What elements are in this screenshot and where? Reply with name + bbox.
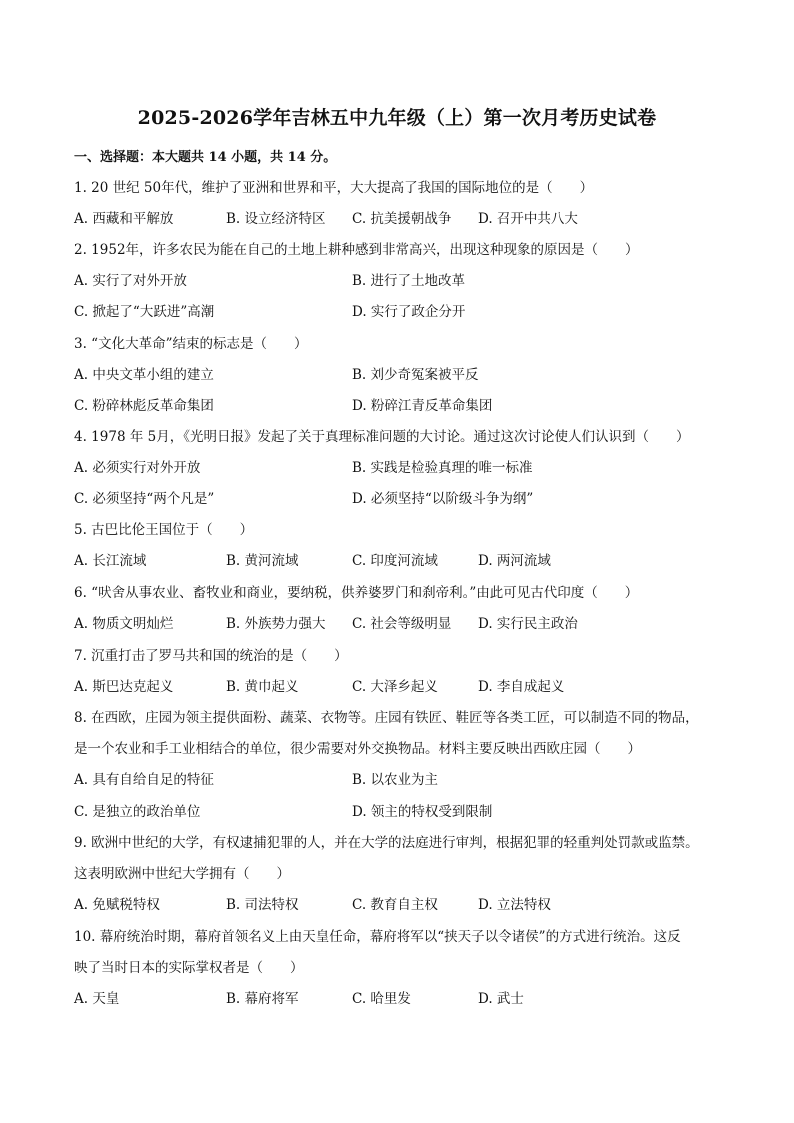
question-9-option-d: D. 立法特权 (478, 897, 551, 913)
question-5-option-c: C. 印度河流域 (352, 553, 438, 569)
section-heading: 一、选择题：本大题共 14 小题，共 14 分。 (74, 150, 337, 165)
question-1-option-b: B. 设立经济特区 (226, 211, 326, 227)
question-10-option-a: A. 天皇 (74, 991, 120, 1007)
question-6-option-b: B. 外族势力强大 (226, 616, 326, 632)
question-10-option-d: D. 武士 (478, 991, 524, 1007)
question-2-option-a: A. 实行了对外开放 (74, 273, 187, 289)
question-5-text: 5. 古巴比伦王国位于（ ） (74, 522, 254, 538)
question-4-option-a: A. 必须实行对外开放 (74, 460, 201, 476)
question-3-option-b: B. 刘少奇冤案被平反 (352, 367, 479, 383)
question-5-option-b: B. 黄河流域 (226, 553, 299, 569)
question-2-text: 2. 1952年，许多农民为能在自己的土地上耕种感到非常高兴，出现这种现象的原因是（ ） (74, 242, 639, 258)
question-7-option-a: A. 斯巴达克起义 (74, 679, 174, 695)
question-6-option-c: C. 社会等级明显 (352, 616, 452, 632)
question-9-option-c: C. 教育自主权 (352, 897, 438, 913)
question-2-option-d: D. 实行了政企分开 (352, 304, 466, 320)
question-1-option-c: C. 抗美援朝战争 (352, 211, 452, 227)
question-5-option-a: A. 长江流域 (74, 553, 147, 569)
question-3-option-a: A. 中央文革小组的建立 (74, 367, 214, 383)
question-1-option-a: A. 西藏和平解放 (74, 211, 174, 227)
question-9-text-line-2: 这表明欧洲中世纪大学拥有（ ） (74, 866, 290, 882)
question-5-option-d: D. 两河流域 (478, 553, 551, 569)
question-9-option-b: B. 司法特权 (226, 897, 299, 913)
question-7-option-b: B. 黄巾起义 (226, 679, 299, 695)
exam-title: 2025-2026学年吉林五中九年级（上）第一次月考历史试卷 (137, 107, 657, 129)
question-8-option-b: B. 以农业为主 (352, 772, 439, 788)
question-3-text: 3. “文化大革命”结束的标志是（ ） (74, 336, 308, 352)
question-10-option-c: C. 哈里发 (352, 991, 411, 1007)
question-7-option-d: D. 李自成起义 (478, 679, 565, 695)
question-3-option-c: C. 粉碎林彪反革命集团 (74, 398, 214, 414)
question-8-option-c: C. 是独立的政治单位 (74, 804, 201, 820)
question-2-option-c: C. 掀起了“大跃进”高潮 (74, 304, 215, 320)
question-1-option-d: D. 召开中共八大 (478, 211, 578, 227)
question-4-option-d: D. 必须坚持“以阶级斗争为纲” (352, 491, 534, 507)
question-2-option-b: B. 进行了土地改革 (352, 273, 466, 289)
question-8-option-a: A. 具有自给自足的特征 (74, 772, 214, 788)
question-9-text-line-1: 9. 欧洲中世纪的大学，有权逮捕犯罪的人，并在大学的法庭进行审判，根据犯罪的轻重判处罚款或监禁。 (74, 835, 699, 851)
question-6-option-d: D. 实行民主政治 (478, 616, 578, 632)
question-8-option-d: D. 领主的特权受到限制 (352, 804, 493, 820)
question-6-text: 6. “吠舍从事农业、畜牧业和商业，要纳税，供养婆罗门和刹帝利。”由此可见古代印度（ ） (74, 585, 639, 601)
question-7-text: 7. 沉重打击了罗马共和国的统治的是（ ） (74, 648, 348, 664)
question-9-option-a: A. 免赋税特权 (74, 897, 160, 913)
question-10-option-b: B. 幕府将军 (226, 991, 299, 1007)
question-8-text-line-1: 8. 在西欧，庄园为领主提供面粉、蔬菜、衣物等。庄园有铁匠、鞋匠等各类工匠，可以制造不同的物品， (74, 710, 699, 726)
question-1-text: 1. 20 世纪 50年代，维护了亚洲和世界和平，大大提高了我国的国际地位的是（ ） (74, 180, 594, 196)
question-10-text-line-2: 映了当时日本的实际掌权者是（ ） (74, 960, 304, 976)
question-4-option-c: C. 必须坚持“两个凡是” (74, 491, 215, 507)
question-4-text: 4. 1978 年 5月，《光明日报》发起了关于真理标准问题的大讨论。通过这次讨论使人们认识到（ ） (74, 429, 690, 445)
question-6-option-a: A. 物质文明灿烂 (74, 616, 174, 632)
question-10-text-line-1: 10. 幕府统治时期，幕府首领名义上由天皇任命，幕府将军以“挟天子以令诸侯”的方式进行统治。这反 (74, 929, 681, 945)
question-8-text-line-2: 是一个农业和手工业相结合的单位，很少需要对外交换物品。材料主要反映出西欧庄园（ ） (74, 741, 641, 757)
question-4-option-b: B. 实践是检验真理的唯一标准 (352, 460, 533, 476)
question-7-option-c: C. 大泽乡起义 (352, 679, 438, 695)
question-3-option-d: D. 粉碎江青反革命集团 (352, 398, 493, 414)
